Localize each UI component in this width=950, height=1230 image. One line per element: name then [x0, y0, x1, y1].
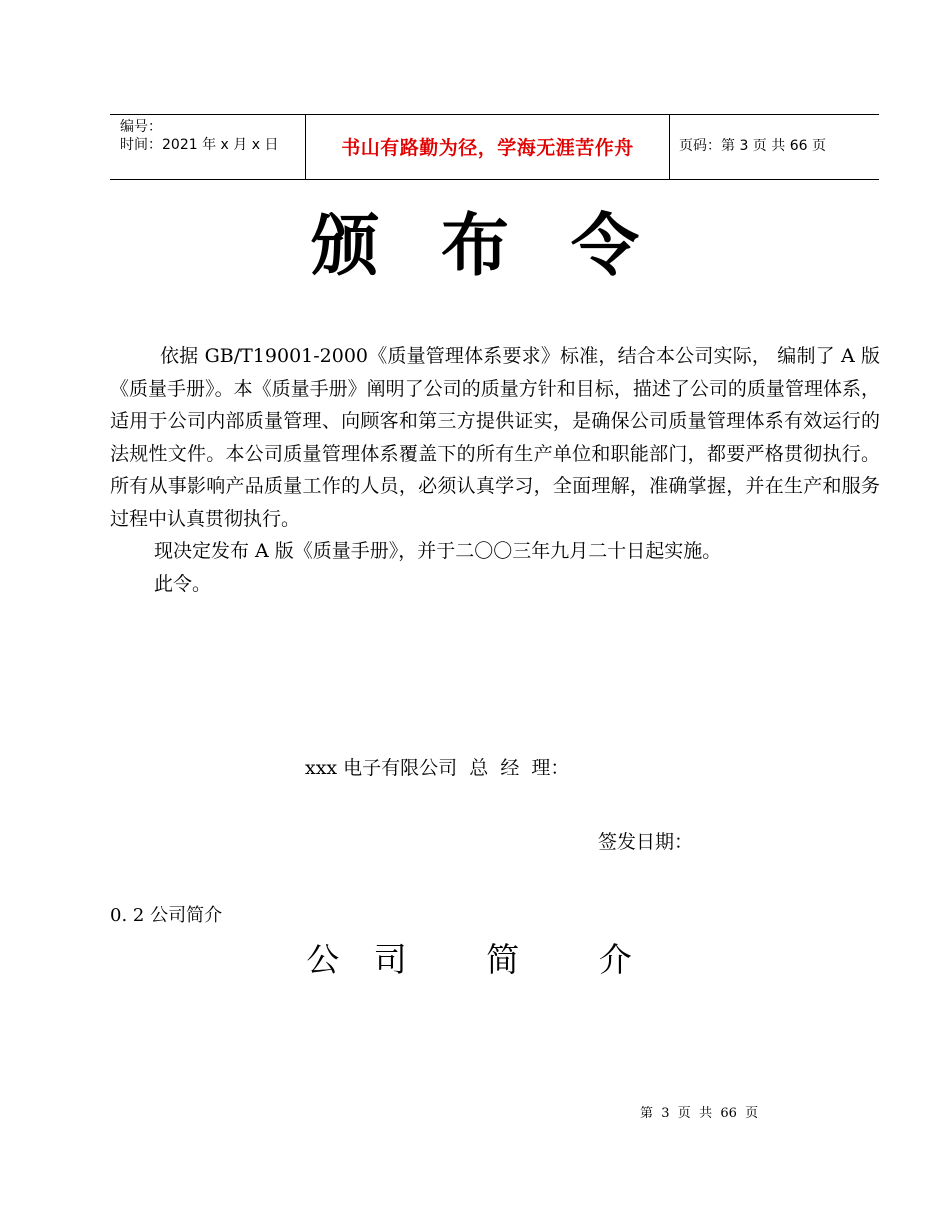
page-footer: 第 3 页 共 66 页 [640, 1106, 759, 1121]
body-paragraph: 现决定发布 A 版《质量手册》，并于二〇〇三年九月二十日起实施。 [154, 540, 722, 562]
section-title: 公 司 简 介 [306, 940, 644, 979]
signature-date: 签发日期： [598, 831, 694, 853]
body-paragraph: 依据 GB/T19001-2000《质量管理体系要求》标准，结合本公司实际， 编制了 A 版《质量手册》。本《质量手册》阐明了公司的质量方针和目标，描述了公司的质量管理体系，适用于公司内部质量管理、向顾客和第三方提供证实，是确保公司质量管理体系有效运行的法规性文件。本公司质量管理体系覆盖下的所有生产单位和职能部门，都要严格贯彻执行。所有从事影响产品质量工作的人员，必须认真学习，全面理解，准确掌握，并在生产和服务过程中认真贯彻执行。 [110, 345, 880, 530]
document-body [110, 340, 880, 600]
header-info-cell [110, 115, 306, 179]
signature-company: xxx 电子有限公司 总 经 理： [305, 757, 570, 779]
page-header [110, 114, 879, 180]
header-motto: 书山有路勤为径，学海无涯苦作舟 [306, 115, 670, 179]
document-date-label: 时间：2021 年 x 月 x 日 [120, 137, 279, 153]
document-number-label: 编号： [120, 119, 162, 135]
document-title: 颁布令 [310, 207, 701, 286]
body-paragraph: 此令。 [154, 572, 212, 595]
header-page-number: 页码：第 3 页 共 66 页 [679, 138, 826, 154]
section-heading-label: 0. 2 公司简介 [110, 905, 223, 926]
